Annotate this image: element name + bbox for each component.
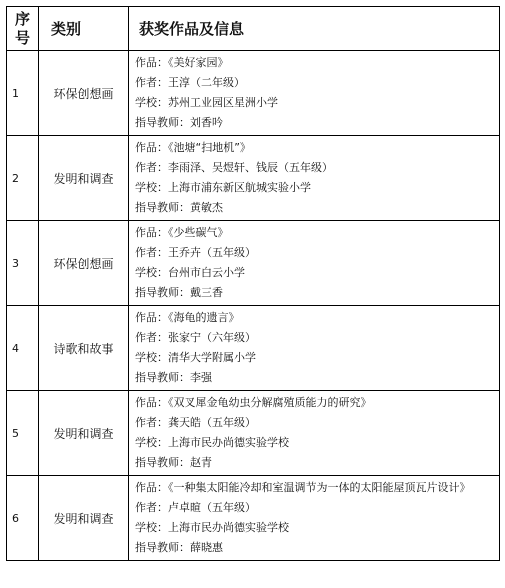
work-teacher: 指导教师：李强 [135,371,212,384]
header-category: 类别 [39,7,129,51]
table-row [7,221,500,306]
row-number: 6 [7,476,39,561]
work-school: 学校：上海市民办尚德实验学校 [135,436,289,449]
work-author: 作者：张家宁（六年级） [135,331,256,344]
work-school: 学校：上海市民办尚德实验学校 [135,521,289,534]
work-title: 作品：《一种集太阳能冷却和室温调节为一体的太阳能屋顶瓦片设计》 [135,481,471,494]
row-info [129,51,500,136]
header-row [7,7,500,51]
row-info [129,306,500,391]
row-info [129,136,500,221]
work-title: 作品：《少些碳气》 [135,226,229,239]
table-row [7,136,500,221]
work-author: 作者：卢卓暄（五年级） [135,501,256,514]
row-category: 环保创想画 [39,51,129,136]
row-number: 5 [7,391,39,476]
row-category: 发明和调查 [39,476,129,561]
work-school: 学校：上海市浦东新区航城实验小学 [135,181,311,194]
row-number: 2 [7,136,39,221]
row-number: 1 [7,51,39,136]
work-school: 学校：台州市白云小学 [135,266,245,279]
award-table [6,6,500,561]
table-row [7,51,500,136]
row-info [129,221,500,306]
table-row [7,391,500,476]
row-category: 发明和调查 [39,136,129,221]
work-author: 作者：王乔卉（五年级） [135,246,256,259]
work-school: 学校：苏州工业园区星洲小学 [135,96,278,109]
award-table-container [6,6,500,561]
row-info [129,476,500,561]
header-info: 获奖作品及信息 [129,7,500,51]
work-author: 作者：王淳（二年级） [135,76,245,89]
work-teacher: 指导教师：刘香吟 [135,116,223,129]
row-category: 诗歌和故事 [39,306,129,391]
work-title: 作品：《海龟的遗言》 [135,311,240,324]
work-author: 作者：李雨泽、吴煜轩、钱辰（五年级） [135,161,333,174]
work-teacher: 指导教师：薛晓惠 [135,541,223,554]
work-title: 作品：《池塘“扫地机”》 [135,141,251,154]
work-title: 作品：《双叉犀金龟幼虫分解腐殖质能力的研究》 [135,396,372,409]
row-info [129,391,500,476]
table-row [7,306,500,391]
row-category: 发明和调查 [39,391,129,476]
row-category: 环保创想画 [39,221,129,306]
row-number: 4 [7,306,39,391]
header-number: 序号 [7,7,39,51]
table-row [7,476,500,561]
work-teacher: 指导教师：赵青 [135,456,212,469]
work-title: 作品：《美好家园》 [135,56,229,69]
work-teacher: 指导教师：戴三香 [135,286,223,299]
work-teacher: 指导教师：黄敏杰 [135,201,223,214]
row-number: 3 [7,221,39,306]
work-school: 学校：清华大学附属小学 [135,351,256,364]
work-author: 作者：龚天皓（五年级） [135,416,256,429]
